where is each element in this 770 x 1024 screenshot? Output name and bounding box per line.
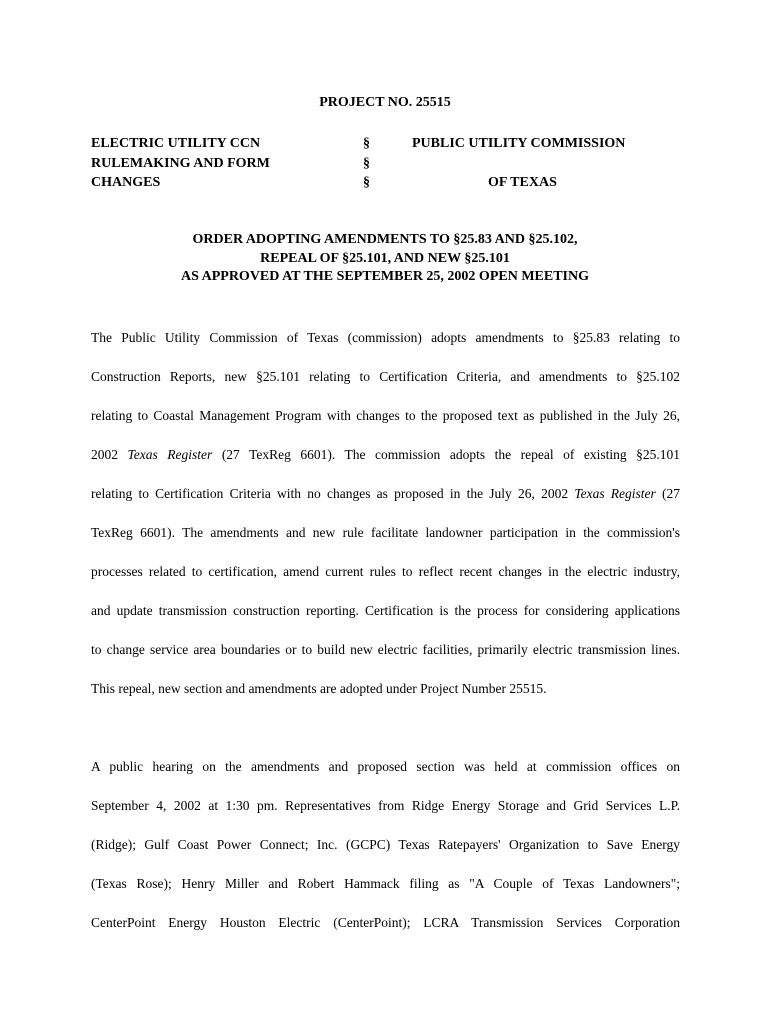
paragraph-line: September 4, 2002 at 1:30 pm. Representatives from Ridge Energy Storage and Grid Services L.P.	[91, 798, 680, 813]
order-title-line: ORDER ADOPTING AMENDMENTS TO §25.83 AND §25.102,	[192, 232, 578, 247]
text-run: 2002	[91, 447, 128, 462]
caption-right-line2: OF TEXAS	[488, 175, 557, 190]
paragraph-line: A public hearing on the amendments and proposed section was held at commission offices on	[91, 759, 680, 774]
paragraph-line: to change service area boundaries or to build new electric facilities, primarily electric transmission lines.	[91, 642, 680, 657]
order-title-line: REPEAL OF §25.101, AND NEW §25.101	[260, 250, 510, 266]
caption-left-line: ELECTRIC UTILITY CCN	[91, 136, 261, 151]
section-mark: §	[363, 155, 370, 171]
project-number: PROJECT NO. 25515	[319, 95, 451, 110]
caption-left-line: RULEMAKING AND FORM	[91, 155, 270, 171]
paragraph-line: (Texas Rose); Henry Miller and Robert Hammack filing as "A Couple of Texas Landowners";	[91, 876, 680, 891]
paragraph-line: and update transmission construction reporting. Certification is the process for considering applications	[91, 603, 680, 618]
paragraph-line: The Public Utility Commission of Texas (commission) adopts amendments to §25.83 relating to	[91, 330, 680, 345]
paragraph-line: This repeal, new section and amendments are adopted under Project Number 25515.	[91, 681, 547, 696]
paragraph-1	[91, 318, 680, 708]
order-title	[0, 231, 770, 287]
text-run: (27 TexReg 6601). The commission adopts the repeal of existing §25.101	[212, 447, 680, 462]
caption-right-line1: PUBLIC UTILITY COMMISSION	[412, 136, 626, 151]
italic-citation: Texas Register	[127, 447, 213, 462]
paragraph-line: CenterPoint Energy Houston Electric (CenterPoint); LCRA Transmission Services Corporation	[91, 915, 680, 930]
order-title-line: AS APPROVED AT THE SEPTEMBER 25, 2002 OPEN MEETING	[180, 269, 589, 285]
paragraph-line: TexReg 6601). The amendments and new rule facilitate landowner participation in the commission's	[91, 525, 680, 540]
text-run: relating to Certification Criteria with no changes as proposed in the July 26, 2002	[91, 486, 575, 501]
paragraph-line	[91, 435, 680, 474]
text-run: (27	[655, 486, 681, 501]
paragraph-line: Construction Reports, new §25.101 relating to Certification Criteria, and amendments to §25.102	[91, 369, 680, 384]
caption-section-marks	[363, 134, 383, 193]
paragraph-2	[91, 747, 680, 942]
caption-left	[91, 134, 351, 193]
paragraph-line: (Ridge); Gulf Coast Power Connect; Inc. (GCPC) Texas Ratepayers' Organization to Save Energy	[91, 837, 680, 852]
italic-citation: Texas Register	[574, 486, 656, 501]
paragraph-line	[91, 474, 680, 513]
paragraph-line: relating to Coastal Management Program with changes to the proposed text as published in the July 26,	[91, 408, 680, 423]
caption-left-line: CHANGES	[91, 175, 161, 190]
paragraph-line: processes related to certification, amend current rules to reflect recent changes in the electric industry,	[91, 564, 680, 579]
section-mark: §	[363, 175, 370, 190]
section-mark: §	[363, 136, 370, 151]
